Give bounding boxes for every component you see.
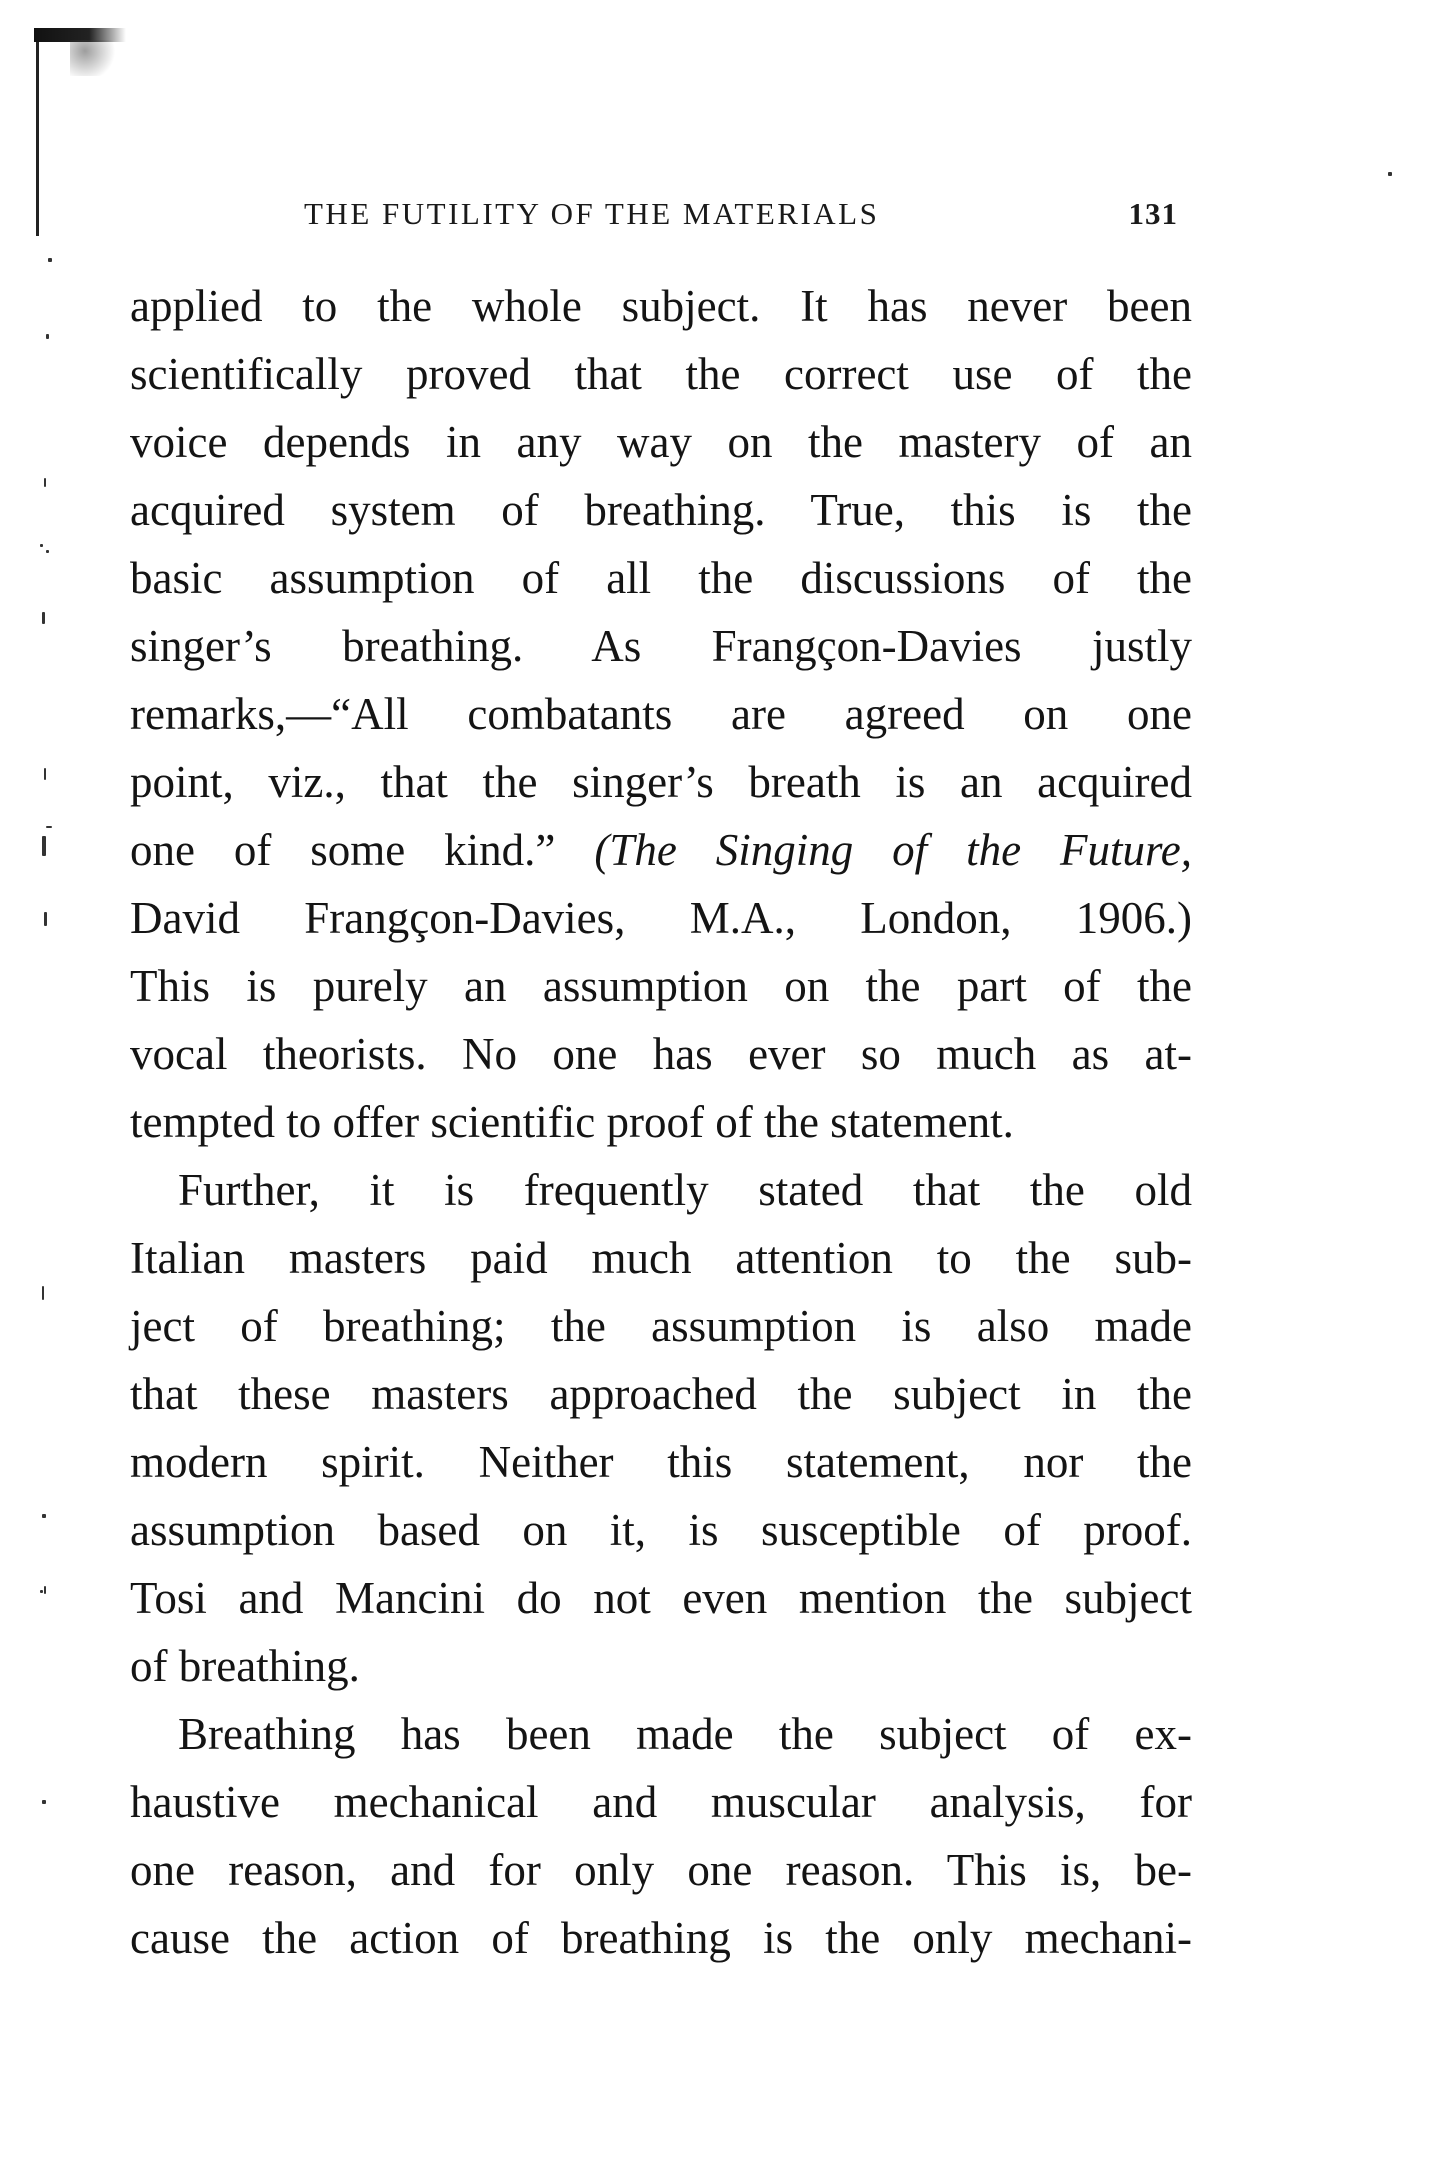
scan-edge-rule <box>36 28 39 236</box>
scan-corner-speck <box>70 40 120 76</box>
text-line: David Frangçon-Davies, M.A., London, 1906.) <box>130 893 1192 943</box>
text-line: of breathing. <box>130 1641 360 1691</box>
text-line: remarks,—“All combatants are agreed on one <box>130 689 1192 739</box>
text-line: point, viz., that the singer’s breath is an acquired <box>130 757 1192 807</box>
text-line: cause the action of breathing is the only mechani- <box>130 1913 1192 1963</box>
text-segment: one of some kind.” <box>130 825 556 875</box>
text-line: applied to the whole subject. It has never been <box>130 281 1192 331</box>
text-line: acquired system of breathing. True, this is the <box>130 485 1192 535</box>
paragraph-2 <box>130 1156 1192 1700</box>
citation-title: (The Singing of the Future, <box>594 825 1193 875</box>
body-text <box>130 272 1192 1972</box>
text-line: singer’s breathing. As Frangçon-Davies justly <box>130 621 1192 671</box>
text-line: haustive mechanical and muscular analysis, for <box>130 1777 1192 1827</box>
text-line: Further, it is frequently stated that the old <box>178 1165 1192 1215</box>
chapter-title: THE FUTILITY OF THE MATERIALS <box>304 196 880 231</box>
text-line: Tosi and Mancini do not even mention the subject <box>130 1573 1192 1623</box>
text-line: This is purely an assumption on the part of the <box>130 961 1192 1011</box>
paragraph-1 <box>130 272 1192 1156</box>
text-line: modern spirit. Neither this statement, nor the <box>130 1437 1192 1487</box>
text-line: one reason, and for only one reason. This is, be- <box>130 1845 1192 1895</box>
paragraph-3 <box>130 1700 1192 1972</box>
text-line: vocal theorists. No one has ever so much as at- <box>130 1029 1192 1079</box>
text-line-with-citation <box>130 816 1192 884</box>
text-line: voice depends in any way on the mastery of an <box>130 417 1192 467</box>
page-number: 131 <box>1128 196 1178 231</box>
text-line: basic assumption of all the discussions of the <box>130 553 1192 603</box>
text-line: ject of breathing; the assumption is also made <box>130 1301 1192 1351</box>
text-line: assumption based on it, is susceptible of proof. <box>130 1505 1192 1555</box>
text-line: scientifically proved that the correct use of the <box>130 349 1192 399</box>
text-line: Italian masters paid much attention to the sub- <box>130 1233 1192 1283</box>
text-line: Breathing has been made the subject of ex- <box>178 1709 1192 1759</box>
text-line: that these masters approached the subject in the <box>130 1369 1192 1419</box>
running-head <box>304 190 1184 238</box>
text-line: tempted to offer scientific proof of the statement. <box>130 1097 1014 1147</box>
